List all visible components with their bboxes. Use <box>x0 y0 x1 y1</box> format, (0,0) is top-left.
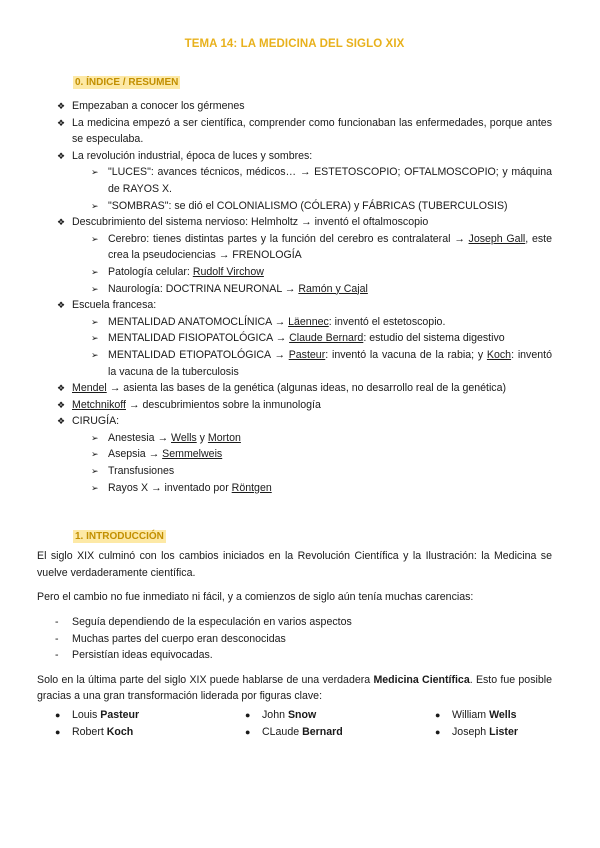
document-title: TEMA 14: LA MEDICINA DEL SIGLO XIX <box>184 38 405 50</box>
sub-list <box>72 430 552 496</box>
arrow-bullet-icon: ➢ <box>91 349 99 360</box>
underlined-name: Metchnikoff <box>72 398 126 411</box>
bold-term: Medicina Científica <box>373 673 470 686</box>
dot-bullet-icon: ● <box>55 727 61 737</box>
diamond-bullet-icon: ❖ <box>57 217 66 228</box>
key-figures-list <box>37 707 552 741</box>
underlined-name: Wells <box>171 431 197 444</box>
sub-list-item: ➢ "LUCES": avances técnicos, médicos… → ESTETOSCOPIO; OFTALMOSCOPIO; y máquina de RAYOS X. <box>91 166 552 195</box>
diamond-bullet-icon: ❖ <box>57 117 66 128</box>
dash-list-item: - Muchas partes del cuerpo eran desconocidas <box>37 631 552 648</box>
underlined-name: Morton <box>207 431 241 444</box>
arrow-bullet-icon: ➢ <box>91 482 99 493</box>
arrow-bullet-icon: ➢ <box>91 449 99 460</box>
intro-paragraph: Pero el cambio no fue inmediato ni fácil, y a comienzos de siglo aún tenía muchas carencias: <box>37 591 474 604</box>
arrow-bullet-icon: ➢ <box>91 316 99 327</box>
figure-item: ● Joseph Lister <box>417 724 557 741</box>
diamond-bullet-icon: ❖ <box>57 300 66 311</box>
dash-list-item: - Persistían ideas equivocadas. <box>37 647 552 664</box>
figure-item: ● Robert Koch <box>37 724 227 741</box>
sub-list-item: ➢ Naurología: DOCTRINA NEURONAL → Ramón y Cajal <box>72 281 552 298</box>
sub-list-item: ➢ MENTALIDAD ANATOMOCLÍNICA → Läennec: inventó el estetoscopio. <box>72 314 552 331</box>
list-item: ❖ CIRUGÍA: ➢ Anestesia → Wells y Morton ➢ Asepsia → Semmelweis ➢ Transfusiones ➢ Rayos X → inventado por Röntgen <box>37 413 552 496</box>
underlined-name: Mendel <box>72 382 107 395</box>
section-heading-index: 0. ÍNDICE / RESUMEN <box>75 77 179 88</box>
list-item: ❖ Descubrimiento del sistema nervioso: Helmholtz → inventó el oftalmoscopio ➢ Cerebro: tienes distintas partes y la función del cerebro es contralateral → Joseph Gall, este crea la pseudociencias → FRENOLOGÍA ➢ Patología celular: Rudolf Virchow ➢ Naurología: DOCTRINA NEURONAL → Ramón y Cajal <box>37 214 552 297</box>
sub-list-item: ➢ Asepsia → Semmelweis <box>72 446 552 463</box>
intro-heading-wrap <box>37 526 552 544</box>
dot-bullet-icon: ● <box>435 727 441 737</box>
list-item: ❖ Escuela francesa: ➢ MENTALIDAD ANATOMOCLÍNICA → Läennec: inventó el estetoscopio. ➢ MENTALIDAD FISIOPATOLÓGICA → Claude Bernard: estudio del sistema digestivo ➢ MENTALIDAD ETIOPATOLÓGICA → Pasteur: inventó la vacuna de la rabia; y Koch: inventó la vacuna de la tuberculosis <box>37 297 552 380</box>
arrow-bullet-icon: ➢ <box>91 432 99 443</box>
underlined-name: Semmelweis <box>162 448 223 461</box>
arrow-bullet-icon: ➢ <box>91 466 99 477</box>
underlined-name: Röntgen <box>231 481 272 494</box>
sub-list <box>72 231 552 297</box>
sub-list <box>72 314 552 380</box>
list-item: ❖ Metchnikoff → descubrimientos sobre la inmunología <box>37 397 552 414</box>
underlined-name: Läennec <box>288 315 329 328</box>
list-item: ❖ Empezaban a conocer los gérmenes <box>37 98 552 115</box>
sub-list-item: ➢ Rayos X → inventado por Röntgen <box>72 480 552 497</box>
sub-list-item: ➢ Transfusiones <box>72 463 552 480</box>
dash-list-item: - Seguía dependiendo de la especulación en varios aspectos <box>37 614 552 631</box>
underlined-name: Pasteur <box>288 348 326 361</box>
sub-list-item: ➢ Cerebro: tienes distintas partes y la función del cerebro es contralateral → Joseph Gall, este crea la pseudociencias → FRENOLOGÍA <box>91 232 552 262</box>
intro-paragraph: Solo en la última parte del siglo XIX puede hablarse de una verdadera Medicina Científica. Esto fue posible gracias a una gran transformación liderada por figuras clave: <box>37 673 552 703</box>
diamond-bullet-icon: ❖ <box>57 101 66 111</box>
sub-list-item: ➢ MENTALIDAD FISIOPATOLÓGICA → Claude Bernard: estudio del sistema digestivo <box>72 330 552 347</box>
diamond-bullet-icon: ❖ <box>57 416 66 427</box>
diamond-bullet-icon: ❖ <box>57 383 66 394</box>
underlined-name: Joseph Gall <box>468 232 526 245</box>
arrow-bullet-icon: ➢ <box>91 266 99 277</box>
list-item: ❖ La medicina empezó a ser científica, comprender como funcionaban las enfermedades, porque antes se especulaba. <box>57 116 552 146</box>
deficiencies-list <box>37 614 552 664</box>
arrow-bullet-icon: ➢ <box>91 283 99 294</box>
diamond-bullet-icon: ❖ <box>57 150 66 161</box>
arrow-bullet-icon: ➢ <box>91 333 99 344</box>
dot-bullet-icon: ● <box>245 727 251 737</box>
dash-bullet-icon: - <box>55 649 59 662</box>
figure-item: ● Louis Pasteur <box>37 707 227 724</box>
figure-item: ● John Snow <box>227 707 417 724</box>
dash-bullet-icon: - <box>55 616 59 629</box>
sub-list-item: ➢ MENTALIDAD ETIOPATOLÓGICA → Pasteur: inventó la vacuna de la rabia; y Koch: inventó la vacuna de la tuberculosis <box>91 348 552 378</box>
section-heading-introduccion: 1. INTRODUCCIÓN <box>75 531 164 543</box>
dot-bullet-icon: ● <box>55 710 61 720</box>
index-heading-wrap <box>37 72 552 90</box>
sub-list <box>72 164 552 214</box>
underlined-name: Rudolf Virchow <box>192 265 264 278</box>
arrow-bullet-icon: ➢ <box>91 233 99 244</box>
figure-item: ● William Wells <box>417 707 557 724</box>
sub-list-item: ➢ Patología celular: Rudolf Virchow <box>72 264 552 281</box>
underlined-name: Ramón y Cajal <box>298 282 368 295</box>
list-item: ❖ Mendel → asienta las bases de la genética (algunas ideas, no desarrollo real de la genética) <box>37 380 552 397</box>
underlined-name: Koch <box>486 348 512 361</box>
list-item: ❖ La revolución industrial, época de luces y sombres: ➢ "LUCES": avances técnicos, médicos… → ESTETOSCOPIO; OFTALMOSCOPIO; y máquina de RAYOS X. ➢ "SOMBRAS": se dió el COLONIALISMO (CÓLERA) y FÁBRICAS (TUBERCULOSIS) <box>37 148 552 214</box>
sub-list-item: ➢ Anestesia → Wells y Morton <box>72 430 552 447</box>
sub-list-item: ➢ "SOMBRAS": se dió el COLONIALISMO (CÓLERA) y FÁBRICAS (TUBERCULOSIS) <box>72 198 552 215</box>
diamond-bullet-icon: ❖ <box>57 399 66 410</box>
arrow-bullet-icon: ➢ <box>91 200 99 211</box>
figure-item: ● CLaude Bernard <box>227 724 417 741</box>
intro-paragraph: El siglo XIX culminó con los cambios iniciados en la Revolución Científica y la Ilustración: la Medicina se vuelve verdaderamente científica. <box>37 550 552 579</box>
dot-bullet-icon: ● <box>245 710 251 720</box>
dash-bullet-icon: - <box>55 632 59 645</box>
underlined-name: Claude Bernard <box>289 332 364 345</box>
dot-bullet-icon: ● <box>435 710 441 720</box>
arrow-bullet-icon: ➢ <box>91 167 99 178</box>
index-list <box>37 98 552 496</box>
